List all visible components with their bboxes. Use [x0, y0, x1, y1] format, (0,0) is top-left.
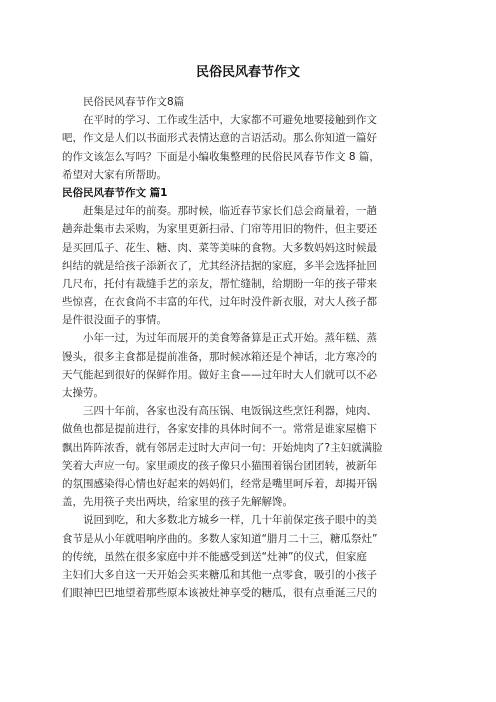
text-line: 做鱼也都是提前进行，各家安排的具体时间不一。常常是谁家屋檐下 [62, 423, 377, 436]
text-line: 吧，作文是人们以书面形式表情达意的言语活动。那么你知道一篇好 [62, 132, 377, 145]
document-body [62, 93, 438, 602]
text-line: 小年一过，为过年而展开的美食筹备算是正式开始。蒸年糕、蒸 [62, 332, 377, 345]
text-line: 主妇们大多自这一天开始会买来糖瓜和其他一点零食，吸引的小孩子 [62, 568, 377, 581]
text-line: 食节是从小年就唱响序曲的。多数人家知道“腊月二十三，糖瓜祭灶” [62, 532, 378, 545]
text-line: 几尺布，托付有裁缝手艺的亲友，帮忙缝制，给期盼一年的孩子带来 [62, 277, 377, 290]
text-line: 们眼神巴巴地望着那些原本该被灶神享受的糖瓜，很有点垂涎三尺的 [62, 587, 377, 600]
section-heading: 民俗民风春节作文 篇1 [62, 186, 168, 199]
text-line: 太操劳。 [62, 387, 104, 399]
text-line: 在平时的学习、工作或生活中，大家都不可避免地要接触到作文 [62, 114, 377, 127]
document-title: 民俗民风春节作文 [195, 65, 300, 80]
text-line: 赶集是过年的前奏。那时候，临近春节家长们总会商量着，一趟 [62, 205, 377, 218]
text-line: 说回到吃，和大多数北方城乡一样，几十年前保定孩子眼中的美 [62, 514, 377, 527]
text-line: 盖，先用筷子夹出两块，给家里的孩子先解解馋。 [62, 496, 293, 509]
text-line: 是买回瓜子、花生、糖、肉、菜等美味的食物。大多数妈妈这时候最 [62, 241, 377, 254]
text-line: 的氛围感染得心情也好起来的妈妈们，经常是嘴里呵斥着，却揭开锅 [62, 477, 377, 490]
text-line: 笑着大声应一句。家里顽皮的孩子像只小猫围着锅台团团转，被新年 [62, 459, 377, 472]
text-line: 些惊喜，在衣食尚不丰富的年代，过年时没件新衣服，对大人孩子都 [62, 296, 377, 309]
text-line: 是件很没面子的事情。 [62, 314, 167, 327]
text-line: 民俗民风春节作文8篇 [62, 96, 185, 108]
text-line: 三四十年前，各家也没有高压锅、电饭锅这些烹饪利器，炖肉、 [62, 405, 377, 418]
text-line: 馒头，很多主食都是提前准备，那时候冰箱还是个神话，北方寒冷的 [62, 350, 377, 363]
text-line: 的传统，虽然在很多家庭中并不能感受到送“灶神”的仪式，但家庭 [62, 550, 367, 563]
text-line: 天气能起到很好的保鲜作用。做好主食——过年时大人们就可以不必 [62, 368, 377, 381]
text-line: 趟奔赴集市去采购，为家里更新扫帚、门帘等用旧的物件，但主要还 [62, 223, 377, 236]
text-line: 的作文该怎么写吗？下面是小编收集整理的民俗民风春节作文 8 篇， [62, 150, 380, 163]
text-line: 希望对大家有所帮助。 [62, 168, 167, 181]
text-line: 飘出阵阵浓香，就有邻居走过时大声问一句：开始炖肉了?主妇就满脸 [62, 441, 383, 454]
text-line: 纠结的就是给孩子添新衣了，尤其经济拮据的家庭，多半会选择扯回 [62, 259, 377, 272]
